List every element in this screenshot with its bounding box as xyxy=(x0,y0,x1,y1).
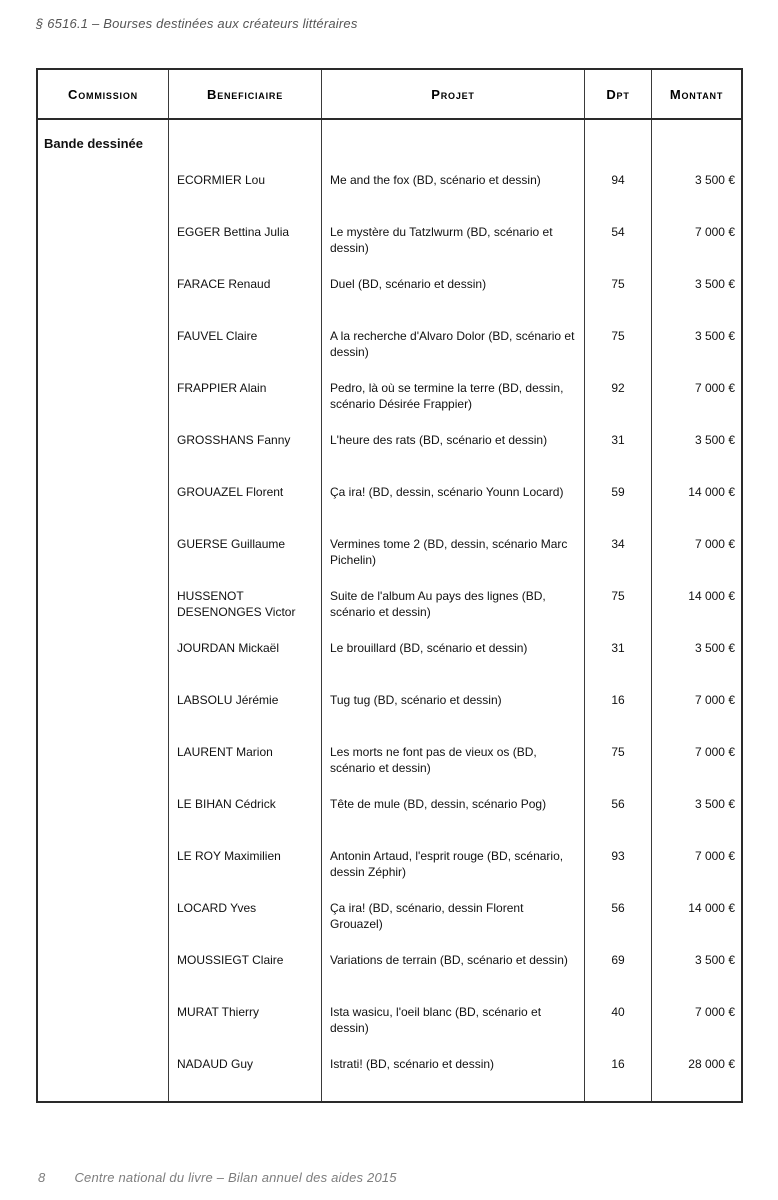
beneficiaire-cell: GROUAZEL Florent xyxy=(169,477,322,529)
dpt-cell: 75 xyxy=(585,321,652,373)
projet-cell: Variations de terrain (BD, scénario et dessin) xyxy=(322,945,585,997)
table-row xyxy=(38,217,741,269)
projet-cell: L'heure des rats (BD, scénario et dessin) xyxy=(322,425,585,477)
column-header-commission: Commission xyxy=(38,70,169,118)
montant-cell: 3 500 € xyxy=(694,277,735,291)
beneficiaire-cell: JOURDAN Mickaël xyxy=(169,633,322,685)
commission-cell xyxy=(38,217,169,269)
dpt-cell: 75 xyxy=(585,581,652,633)
montant-cell: 14 000 € xyxy=(688,485,735,499)
table-row xyxy=(38,581,741,633)
projet-cell: A la recherche d'Alvaro Dolor (BD, scénario et dessin) xyxy=(322,321,585,373)
beneficiaire-cell: FARACE Renaud xyxy=(169,269,322,321)
dpt-cell: 40 xyxy=(585,997,652,1049)
dpt-cell: 69 xyxy=(585,945,652,997)
dpt-cell: 31 xyxy=(585,633,652,685)
montant-cell: 7 000 € xyxy=(694,537,735,551)
commission-cell xyxy=(38,737,169,789)
empty-cell xyxy=(585,120,652,165)
dpt-cell: 92 xyxy=(585,373,652,425)
montant-cell: 3 500 € xyxy=(694,329,735,343)
projet-cell: Le mystère du Tatzlwurm (BD, scénario et dessin) xyxy=(322,217,585,269)
montant-cell: 14 000 € xyxy=(688,589,735,603)
beneficiaire-cell: LE ROY Maximilien xyxy=(169,841,322,893)
dpt-cell: 56 xyxy=(585,789,652,841)
commission-cell xyxy=(38,321,169,373)
beneficiaire-cell: GUERSE Guillaume xyxy=(169,529,322,581)
dpt-cell: 59 xyxy=(585,477,652,529)
table-row xyxy=(38,685,741,737)
beneficiaire-cell: NADAUD Guy xyxy=(169,1049,322,1101)
beneficiaire-cell: EGGER Bettina Julia xyxy=(169,217,322,269)
projet-cell: Antonin Artaud, l'esprit rouge (BD, scénario, dessin Zéphir) xyxy=(322,841,585,893)
dpt-cell: 75 xyxy=(585,269,652,321)
commission-cell xyxy=(38,425,169,477)
projet-cell: Duel (BD, scénario et dessin) xyxy=(322,269,585,321)
table-row xyxy=(38,269,741,321)
table-row xyxy=(38,737,741,789)
dpt-cell: 54 xyxy=(585,217,652,269)
commission-cell xyxy=(38,997,169,1049)
dpt-cell: 93 xyxy=(585,841,652,893)
projet-cell: Tête de mule (BD, dessin, scénario Pog) xyxy=(322,789,585,841)
beneficiaire-cell: LAURENT Marion xyxy=(169,737,322,789)
montant-cell: 3 500 € xyxy=(694,641,735,655)
page-number: 8 xyxy=(38,1170,46,1185)
empty-cell xyxy=(322,120,585,165)
montant-cell: 3 500 € xyxy=(694,173,735,187)
column-header-beneficiaire: Beneficiaire xyxy=(169,70,322,118)
commission-cell xyxy=(38,685,169,737)
commission-section-label: Bande dessinée xyxy=(38,120,169,165)
commission-cell xyxy=(38,581,169,633)
beneficiaire-cell: MOUSSIEGT Claire xyxy=(169,945,322,997)
montant-cell: 3 500 € xyxy=(694,797,735,811)
table-row xyxy=(38,165,741,217)
table-row-section xyxy=(38,120,741,165)
dpt-cell: 31 xyxy=(585,425,652,477)
commission-cell xyxy=(38,841,169,893)
table-row xyxy=(38,529,741,581)
montant-cell: 3 500 € xyxy=(694,953,735,967)
column-header-dpt: Dpt xyxy=(585,70,652,118)
montant-cell: 7 000 € xyxy=(694,1005,735,1019)
table-row xyxy=(38,321,741,373)
commission-cell xyxy=(38,477,169,529)
column-header-montant: Montant xyxy=(669,86,724,102)
table-body xyxy=(38,120,741,1101)
commission-cell xyxy=(38,789,169,841)
page-footer xyxy=(38,1170,397,1185)
dpt-cell: 94 xyxy=(585,165,652,217)
montant-cell: 7 000 € xyxy=(694,225,735,239)
montant-cell: 14 000 € xyxy=(688,901,735,915)
commission-cell xyxy=(38,269,169,321)
projet-cell: Le brouillard (BD, scénario et dessin) xyxy=(322,633,585,685)
empty-cell xyxy=(169,120,322,165)
commission-cell xyxy=(38,945,169,997)
commission-cell xyxy=(38,165,169,217)
dpt-cell: 16 xyxy=(585,685,652,737)
beneficiaire-cell: FRAPPIER Alain xyxy=(169,373,322,425)
footer-text: Centre national du livre – Bilan annuel des aides 2015 xyxy=(74,1170,397,1185)
grants-table xyxy=(36,68,743,1103)
table-row xyxy=(38,789,741,841)
beneficiaire-cell: ECORMIER Lou xyxy=(169,165,322,217)
projet-cell: Tug tug (BD, scénario et dessin) xyxy=(322,685,585,737)
projet-cell: Ista wasicu, l'oeil blanc (BD, scénario et dessin) xyxy=(322,997,585,1049)
table-row xyxy=(38,1049,741,1101)
projet-cell: Istrati! (BD, scénario et dessin) xyxy=(322,1049,585,1101)
commission-cell xyxy=(38,633,169,685)
section-heading: § 6516.1 – Bourses destinées aux créateurs littéraires xyxy=(36,16,358,31)
beneficiaire-cell: LOCARD Yves xyxy=(169,893,322,945)
projet-cell: Pedro, là où se termine la terre (BD, dessin, scénario Désirée Frappier) xyxy=(322,373,585,425)
commission-cell xyxy=(38,1049,169,1101)
beneficiaire-cell: GROSSHANS Fanny xyxy=(169,425,322,477)
beneficiaire-cell: MURAT Thierry xyxy=(169,997,322,1049)
montant-cell: 7 000 € xyxy=(694,693,735,707)
table-row xyxy=(38,841,741,893)
dpt-cell: 16 xyxy=(585,1049,652,1101)
beneficiaire-cell: FAUVEL Claire xyxy=(169,321,322,373)
projet-cell: Suite de l'album Au pays des lignes (BD, scénario et dessin) xyxy=(322,581,585,633)
table-row xyxy=(38,477,741,529)
table-row xyxy=(38,633,741,685)
montant-cell: 28 000 € xyxy=(688,1057,735,1071)
dpt-cell: 75 xyxy=(585,737,652,789)
projet-cell: Vermines tome 2 (BD, dessin, scénario Marc Pichelin) xyxy=(322,529,585,581)
projet-cell: Les morts ne font pas de vieux os (BD, scénario et dessin) xyxy=(322,737,585,789)
table-row xyxy=(38,945,741,997)
beneficiaire-cell: HUSSENOT DESENONGES Victor xyxy=(169,581,322,633)
empty-cell xyxy=(652,120,741,165)
beneficiaire-cell: LABSOLU Jérémie xyxy=(169,685,322,737)
montant-cell: 7 000 € xyxy=(694,745,735,759)
commission-cell xyxy=(38,529,169,581)
beneficiaire-cell: LE BIHAN Cédrick xyxy=(169,789,322,841)
commission-cell xyxy=(38,893,169,945)
projet-cell: Ça ira! (BD, scénario, dessin Florent Grouazel) xyxy=(322,893,585,945)
table-row xyxy=(38,373,741,425)
dpt-cell: 34 xyxy=(585,529,652,581)
table-row xyxy=(38,893,741,945)
projet-cell: Ça ira! (BD, dessin, scénario Younn Locard) xyxy=(322,477,585,529)
table-header-row xyxy=(38,70,741,120)
montant-cell: 3 500 € xyxy=(694,433,735,447)
montant-cell: 7 000 € xyxy=(694,849,735,863)
projet-cell: Me and the fox (BD, scénario et dessin) xyxy=(322,165,585,217)
table-row xyxy=(38,997,741,1049)
dpt-cell: 56 xyxy=(585,893,652,945)
table-row xyxy=(38,425,741,477)
column-header-projet: Projet xyxy=(322,70,585,118)
montant-cell: 7 000 € xyxy=(694,381,735,395)
commission-cell xyxy=(38,373,169,425)
